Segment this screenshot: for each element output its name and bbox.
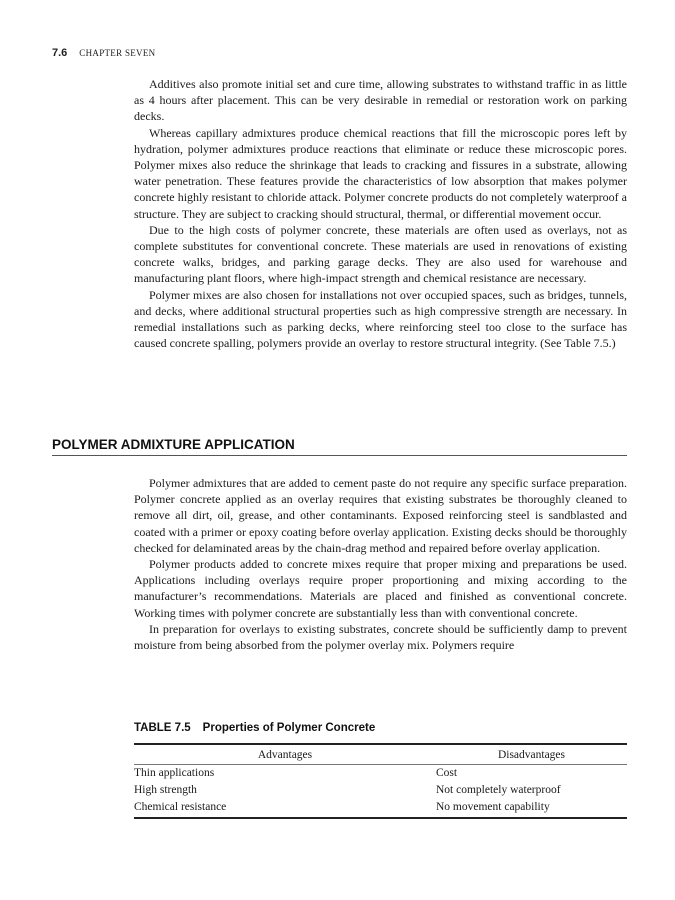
table-row bbox=[134, 799, 627, 818]
paragraph: Whereas capillary admixtures produce chemical reactions that fill the microscopic pores left by hydration, polymer admixtures produce reactions that eliminate or reduce these microscopic pores. Polymer mixes also reduce the shrinkage that leads to cracking and fissures in a substrate, allowing water penetration. These features provide the characteristics of low absorption that makes polymer concrete highly resistant to chloride attack. Polymer concrete products do not completely waterproof a structure. They are subject to cracking should structural, thermal, or differential movement occur. bbox=[134, 125, 627, 221]
disadvantage-cell: No movement capability bbox=[436, 799, 627, 818]
paragraph: In preparation for overlays to existing substrates, concrete should be sufficiently damp to prevent moisture from being absorbed from the polymer overlay mix. Polymers require bbox=[134, 621, 627, 653]
section-heading: POLYMER ADMIXTURE APPLICATION bbox=[52, 437, 627, 456]
table-row bbox=[134, 765, 627, 783]
disadvantage-cell: Not completely waterproof bbox=[436, 784, 561, 796]
disadvantage-cell: Cost bbox=[436, 767, 458, 779]
table-header-row bbox=[134, 744, 627, 765]
chapter-title: CHAPTER SEVEN bbox=[79, 48, 156, 58]
running-head bbox=[52, 47, 155, 59]
section-text bbox=[134, 475, 627, 653]
table-caption bbox=[134, 722, 375, 734]
advantage-cell: Chemical resistance bbox=[134, 799, 436, 818]
paragraph: Polymer products added to concrete mixes require that proper mixing and preparations be used. Applications including overlays require proper proportioning and mixing according to the manufacturer’s recommendations. Materials are placed and finished as conventional concrete. Working times with polymer concrete are substantially less than with conventional concrete. bbox=[134, 557, 627, 620]
intro-text bbox=[134, 76, 627, 351]
header-disadvantages: Disadvantages bbox=[436, 744, 627, 765]
paragraph: Polymer admixtures that are added to cement paste do not require any specific surface preparation. Polymer concrete applied as an overlay requires that existing substrates be thoroughly cleaned to remove all dirt, oil, grease, and other contaminants. Exposed reinforcing steel is sandblasted and coated with a primer or epoxy coating before overlay application. Existing decks should be thoroughly checked for delaminated areas by the chain-drag method and repaired before overlay application. bbox=[134, 476, 627, 555]
header-advantages: Advantages bbox=[134, 744, 436, 765]
table-row bbox=[134, 782, 627, 799]
advantage-cell: High strength bbox=[134, 784, 197, 796]
advantage-cell: Thin applications bbox=[134, 767, 215, 779]
properties-table bbox=[134, 743, 627, 819]
paragraph: Additives also promote initial set and cure time, allowing substrates to withstand traffic in as little as 4 hours after placement. This can be very desirable in remedial or restoration work on parking decks. bbox=[134, 77, 627, 124]
paragraph: Polymer mixes are also chosen for installations not over occupied spaces, such as bridges, tunnels, and decks, where additional structural properties such as high compressive strength are necessary. In remedial installations such as parking decks, where reinforcing steel too close to the surface has caused concrete spalling, polymers provide an overlay to restore structural integrity. (See Table 7.5.) bbox=[134, 287, 627, 351]
page-number: 7.6 bbox=[52, 47, 68, 59]
table-label: TABLE 7.5 bbox=[134, 722, 191, 734]
table-title: Properties of Polymer Concrete bbox=[202, 722, 376, 734]
paragraph: Due to the high costs of polymer concrete, these materials are often used as overlays, not as complete substitutes for conventional concrete. These materials are used in renovations of existing concrete walks, bridges, and parking garage decks. They are also used for warehouse and manufacturing plant floors, where high-impact strength and chemical resistance are necessary. bbox=[134, 222, 627, 286]
